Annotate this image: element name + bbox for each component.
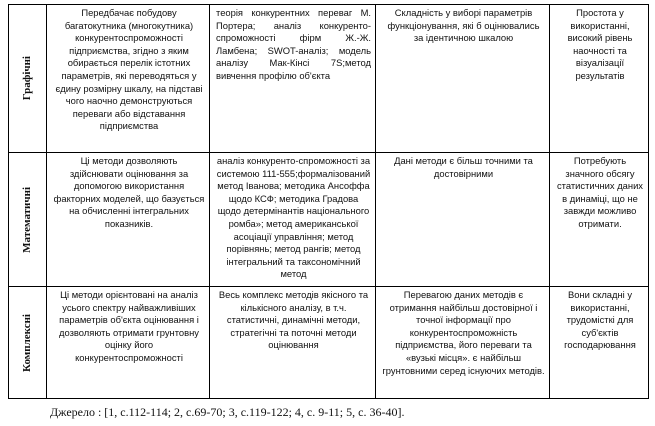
table-row-mathematical	[9, 153, 649, 287]
group-label: Математичні	[21, 186, 34, 253]
description-cell: Передбачає побудову багатокутника (многокутника) конкурентоспроможності підприємства, згідно з яким обирається перелік істотних параметрів, які переводяться у єдину розмірну шкалу, на підставі чого наочно демонструються переваги або відставання підприємства	[47, 5, 210, 153]
group-label: Комплексні	[21, 313, 34, 372]
advantages-cell: Складність у виборі параметрів функціонування, які б оцінювались за ідентичною шкалою	[376, 5, 550, 153]
source-citation: Джерело : [1, с.112-114; 2, с.69-70; 3, с.119-122; 4, с. 9-11; 5, с. 36-40].	[50, 405, 405, 419]
advantages-cell: Дані методи є більш точними та достовірними	[376, 153, 550, 287]
table-row-graphic	[9, 5, 649, 153]
group-cell-mathematical	[9, 153, 47, 287]
group-cell-complex	[9, 287, 47, 399]
description-cell: Ці методи орієнтовані на аналіз усього спектру найважливіших параметрів об'єкта оцінювання і дозволяють отримати грунтовну оцінку його конкурентоспроможності	[47, 287, 210, 399]
advantages-cell: Перевагою даних методів є отримання найбільш достовірної і точної інформації про конкурентоспроможність підприємства, його переваги та «вузькі місця». є найбільш грунтовними серед існуючих методів.	[376, 287, 550, 399]
methods-cell: теорія конкурентних переваг М. Портера; аналіз конкуренто-спроможності фірм Ж.-Ж. Ламбена; SWOT-аналіз; модель аналізу Мак-Кінсі 7S;метод вивчення профілю об'єкта	[210, 5, 376, 153]
table-row-complex	[9, 287, 649, 399]
disadvantages-cell: Вони складні у використанні, трудомісткі для суб'єктів господарювання	[550, 287, 649, 399]
description-cell: Ці методи дозволяють здійснювати оцінювання за допомогою використання факторних моделей, що базується на обчисленні інтегральних показників.	[47, 153, 210, 287]
methods-comparison-table	[8, 4, 649, 399]
methods-cell: Весь комплекс методів якісного та кількісного аналізу, в т.ч. статистичні, динамічні методи, стратегічні та поточні методи оцінювання	[210, 287, 376, 399]
group-cell-graphic	[9, 5, 47, 153]
group-label: Графічні	[21, 56, 34, 101]
methods-cell: аналіз конкуренто-спроможності за системою 111-555;формалізований метод Іванова; методика Ансоффа щодо КСФ; методика Градова щодо детермінантів національного ромба»; метод американської асоціації управління; метод порівнянь; метод рангів; метод інтегральний та таксономічний метод	[210, 153, 376, 287]
disadvantages-cell: Потребують значного обсягу статистичних даних в динаміці, що не завжди можливо отримати.	[550, 153, 649, 287]
disadvantages-cell: Простота у використанні, високий рівень наочності та візуалізації результатів	[550, 5, 649, 153]
